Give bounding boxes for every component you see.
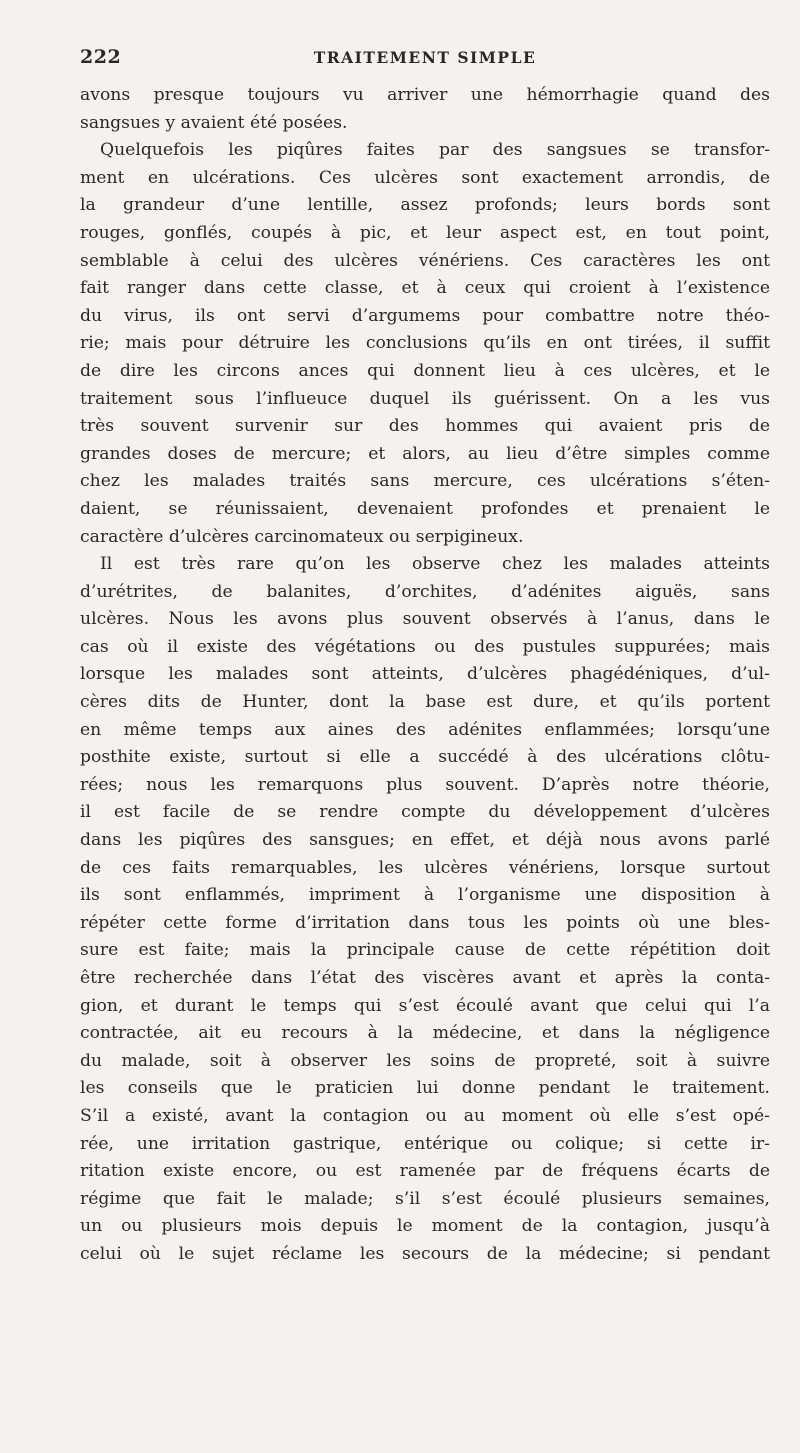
- text-line: répéter cette forme d’irritation dans tous les points où une bles-: [80, 912, 770, 933]
- text-line: daient, se réunissaient, devenaient profondes et prenaient le: [80, 498, 770, 519]
- text-line: fait ranger dans cette classe, et à ceux qui croient à l’existence: [80, 278, 770, 299]
- text-line: lorsque les malades sont atteints, d’ulcères phagédéniques, d’ul-: [80, 664, 770, 685]
- text-line: caractère d’ulcères carcinomateux ou serpigineux.: [80, 526, 524, 547]
- text-line: celui où le sujet réclame les secours de la médecine; si pendant: [80, 1243, 770, 1264]
- text-line: semblable à celui des ulcères vénériens. Ces caractères les ont: [80, 250, 770, 271]
- text-line: un ou plusieurs mois depuis le moment de la contagion, jusqu’à: [80, 1216, 770, 1237]
- text-line: ritation existe encore, ou est ramenée par de fréquens écarts de: [80, 1161, 770, 1182]
- text-line: en même temps aux aines des adénites enflammées; lorsqu’une: [80, 719, 770, 740]
- text-line: sangsues y avaient été posées.: [80, 112, 348, 133]
- text-line: ils sont enflammés, impriment à l’organisme une disposition à: [80, 885, 770, 906]
- text-line: ulcères. Nous les avons plus souvent observés à l’anus, dans le: [80, 609, 770, 630]
- text-line: Quelquefois les piqûres faites par des sangsues se transfor-: [100, 140, 770, 161]
- book-page: [80, 46, 770, 1269]
- text-line: ment en ulcérations. Ces ulcères sont exactement arrondis, de: [80, 167, 770, 188]
- text-line: du malade, soit à observer les soins de propreté, soit à suivre: [80, 1050, 770, 1071]
- text-line: de dire les circons ances qui donnent lieu à ces ulcères, et le: [80, 360, 770, 381]
- text-line: traitement sous l’influeuce duquel ils guérissent. On a les vus: [80, 388, 770, 409]
- text-line: contractée, ait eu recours à la médecine, et dans la négligence: [80, 1023, 770, 1044]
- text-line: être recherchée dans l’état des viscères avant et après la conta-: [80, 968, 770, 988]
- text-line: rée, une irritation gastrique, entérique ou colique; si cette ir-: [80, 1133, 770, 1154]
- page-number: 222: [80, 46, 122, 68]
- page-header: [80, 46, 770, 82]
- text-line: cas où il existe des végétations ou des pustules suppurées; mais: [80, 636, 770, 657]
- text-line: cères dits de Hunter, dont la base est dure, et qu’ils portent: [80, 692, 770, 713]
- text-line: la grandeur d’une lentille, assez profonds; leurs bords sont: [80, 195, 770, 216]
- text-line: régime que fait le malade; s’il s’est écoulé plusieurs semaines,: [80, 1188, 770, 1209]
- text-line: il est facile de se rendre compte du développement d’ulcères: [80, 802, 770, 823]
- text-line: Il est très rare qu’on les observe chez les malades atteints: [100, 554, 770, 575]
- text-line: grandes doses de mercure; et alors, au lieu d’être simples comme: [80, 443, 770, 464]
- text-line: posthite existe, surtout si elle a succédé à des ulcérations clôtu-: [80, 747, 770, 768]
- text-line: rie; mais pour détruire les conclusions qu’ils en ont tirées, il suffit: [80, 333, 770, 354]
- text-line: avons presque toujours vu arriver une hémorrhagie quand des: [80, 85, 770, 105]
- text-line: rées; nous les remarquons plus souvent. D’après notre théorie,: [80, 774, 770, 795]
- text-line: S’il a existé, avant la contagion ou au moment où elle s’est opé-: [80, 1105, 770, 1126]
- text-line: chez les malades traités sans mercure, ces ulcérations s’éten-: [80, 471, 770, 492]
- text-line: très souvent survenir sur des hommes qui avaient pris de: [80, 416, 770, 437]
- text-line: sure est faite; mais la principale cause de cette répétition doit: [80, 940, 770, 961]
- text-line: dans les piqûres des sansgues; en effet, et déjà nous avons parlé: [80, 830, 770, 851]
- body-text: [80, 82, 770, 1269]
- text-line: de ces faits remarquables, les ulcères vénériens, lorsque surtout: [80, 857, 770, 878]
- text-line: d’urétrites, de balanites, d’orchites, d’adénites aiguës, sans: [80, 581, 770, 602]
- text-line: les conseils que le praticien lui donne pendant le traitement.: [80, 1078, 770, 1099]
- text-line: du virus, ils ont servi d’argumems pour combattre notre théo-: [80, 305, 770, 326]
- text-line: gion, et durant le temps qui s’est écoulé avant que celui qui l’a: [80, 995, 770, 1016]
- running-title: TRAITEMENT SIMPLE: [313, 48, 537, 67]
- text-line: rouges, gonflés, coupés à pic, et leur aspect est, en tout point,: [80, 222, 770, 243]
